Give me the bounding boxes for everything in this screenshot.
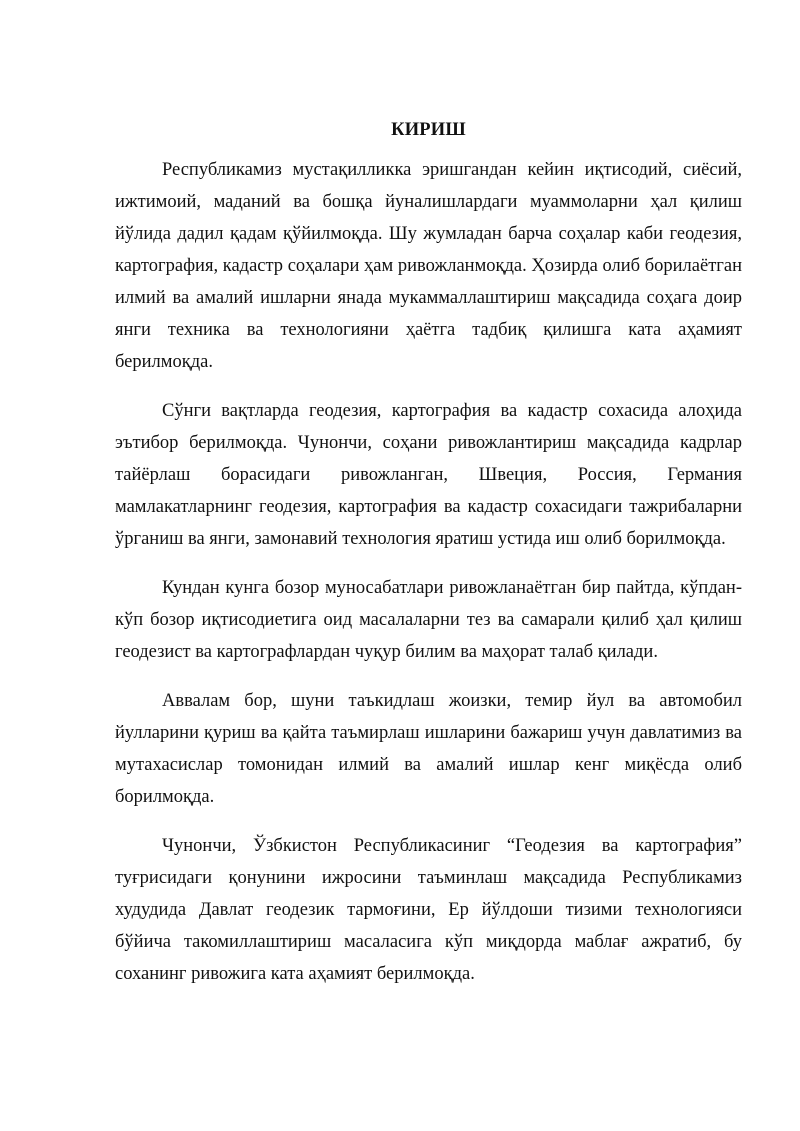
page-title: КИРИШ bbox=[391, 120, 466, 140]
paragraph-1: Республикамиз мустақилликка эришгандан кейин иқтисодий, сиёсий, ижтимоий, маданий ва бошқа йуналишлардаги муаммоларни ҳал қилиш йўлида дадил қадам қўйилмоқда. Шу жумладан барча соҳалар каби геодезия, картография, кадастр соҳалари ҳам ривожланмоқда. Ҳозирда олиб борилаётган илмий ва амалий ишларни янада мукаммаллаштириш мақсадида соҳага доир янги техника ва технологияни ҳаётга тадбиқ қилишга ката аҳамият берилмоқда. bbox=[115, 160, 742, 372]
document-body bbox=[115, 118, 742, 1007]
paragraph-3: Кундан кунга бозор муносабатлари ривожланаётган бир пайтда, кўпдан-кўп бозор иқтисодиетига оид масалаларни тез ва самарали қилиб ҳал қилиш геодезист ва картографлардан чуқур билим ва маҳорат талаб қилади. bbox=[115, 578, 742, 662]
paragraph-4: Аввалам бор, шуни таъкидлаш жоизки, темир йул ва автомобил йулларини қуриш ва қайта таъмирлаш ишларини бажариш учун давлатимиз ва мутахасислар томонидан илмий ва амалий ишлар кенг миқёсда олиб борилмоқда. bbox=[115, 691, 742, 807]
paragraph-2: Сўнги вақтларда геодезия, картография ва кадастр сохасида алоҳида эътибор берилмоқда. Чунончи, соҳани ривожлантириш мақсадида кадрлар тайёрлаш борасидаги ривожланган, Швеция, Россия, Германия мамлакатларнинг геодезия, картография ва кадастр сохасидаги тажрибаларни ўрганиш ва янги, замонавий технология яратиш устида иш олиб борилмоқда. bbox=[115, 401, 742, 549]
paragraph-5: Чунончи, Ўзбкистон Республикасиниг “Геодезия ва картография” туғрисидаги қонунини ижросини таъминлаш мақсадида Республикамиз худудида Давлат геодезик тармоғини, Ер йўлдоши тизими технологияси бўйича такомиллаштириш масаласига кўп миқдорда маблағ ажратиб, бу соханинг ривожига ката аҳамият берилмоқда. bbox=[115, 836, 742, 984]
